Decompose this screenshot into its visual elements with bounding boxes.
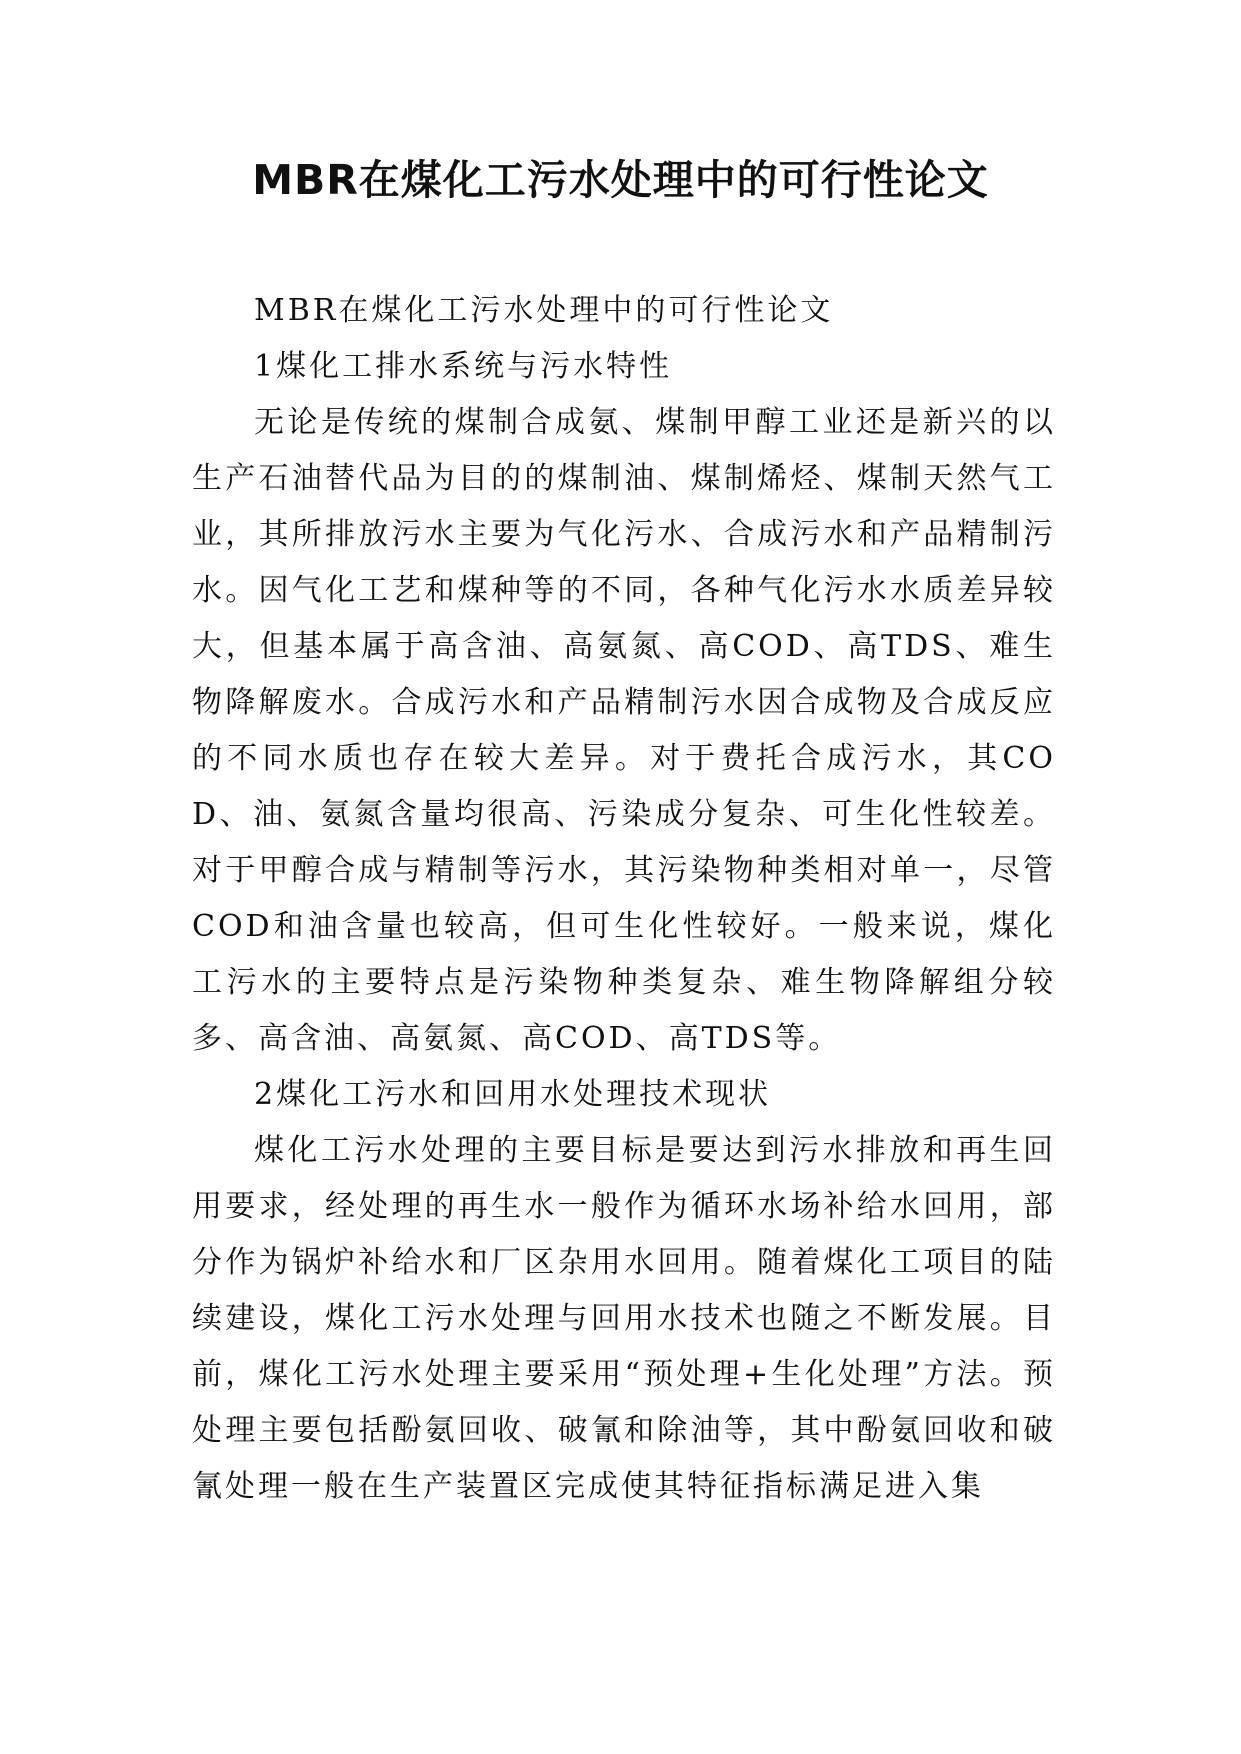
- paragraph-repeated-title: MBR在煤化工污水处理中的可行性论文: [254, 293, 834, 328]
- paragraph-section-1: 无论是传统的煤制合成氨、煤制甲醇工业还是新兴的以生产石油替代品为目的的煤制油、煤制烯烃、煤制天然气工业，其所排放污水主要为气化污水、合成污水和产品精制污水。因气化工艺和煤种等的不同，各种气化污水水质差异较大，但基本属于高含油、高氨氮、高COD、高TDS、难生物降解废水。合成污水和产品精制污水因合成物及合成反应的不同水质也存在较大差异。对于费托合成污水，其COD、油、氨氮含量均很高、污染成分复杂、可生化性较差。对于甲醇合成与精制等污水，其污染物种类相对单一，尽管COD和油含量也较高，但可生化性较好。一般来说，煤化工污水的主要特点是污染物种类复杂、难生物降解组分较多、高含油、高氨氮、高COD、高TDS等。: [192, 405, 1056, 1056]
- section-heading-1: 1煤化工排水系统与污水特性: [254, 349, 673, 384]
- section-heading-2: 2煤化工污水和回用水处理技术现状: [254, 1077, 772, 1112]
- paragraph-section-2: 煤化工污水处理的主要目标是要达到污水排放和再生回用要求，经处理的再生水一般作为循环水场补给水回用，部分作为锅炉补给水和厂区杂用水回用。随着煤化工项目的陆续建设，煤化工污水处理与回用水技术也随之不断发展。目前，煤化工污水处理主要采用“预处理+生化处理”方法。预处理主要包括酚氨回收、破氰和除油等，其中酚氨回收和破氰处理一般在生产装置区完成使其特征指标满足进入集: [192, 1133, 1056, 1504]
- document-title: MBR在煤化工污水处理中的可行性论文: [252, 156, 989, 204]
- document-body: [192, 283, 1056, 1515]
